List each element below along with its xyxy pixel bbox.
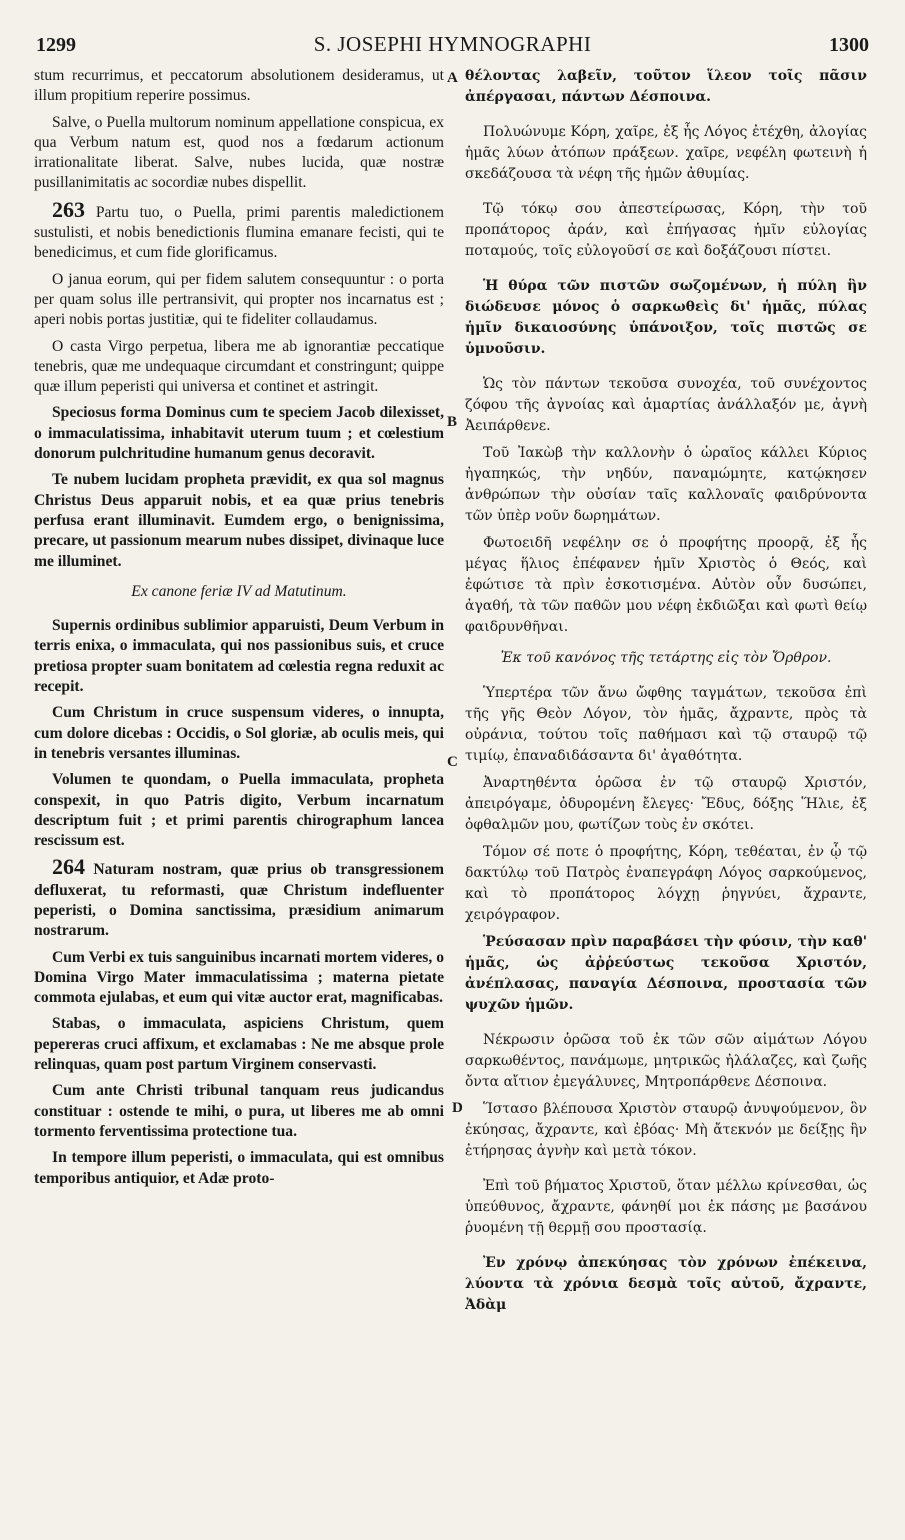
- greek-column: [465, 66, 867, 1530]
- latin-paragraph: Speciosus forma Dominus cum te speciem Jacob dilexisset, o immaculatissima, inhabitavit uterum tuum ; et cœlestium donorum pulchritudine humanum genus decoravit.: [34, 404, 444, 463]
- greek-paragraph: Τοῦ Ἰακὼβ τὴν καλλονὴν ὁ ὡραῖος κάλλει Κύριος ἠγαπηκώς, τὴν νηδύν, παναμώμητε, κατῴκησεν ἀνθρώπων τὴν οὐσίαν ταῖς καλλοναῖς φαιδρύνοντα τῶν ὑπὲρ νοῦν δωρημάτων.: [465, 445, 867, 524]
- latin-paragraph: In tempore illum peperisti, o immaculata, qui est omnibus temporibus antiquior, et Adæ proto-: [34, 1149, 444, 1187]
- section-number: 263: [52, 196, 85, 222]
- greek-paragraph: Ἡ θύρα τῶν πιστῶν σωζομένων, ἡ πύλη ἣν διώδευσε μόνος ὁ σαρκωθεὶς δι' ἡμᾶς, πύλας ἡμῖν δικαιοσύνης ὑπάνοιξον, τοῖς πιστῶς σε ὑμνοῦσιν.: [465, 278, 867, 357]
- latin-column: [34, 66, 444, 1530]
- margin-marker-a: A: [447, 70, 458, 86]
- greek-paragraph: Ὑπερτέρα τῶν ἄνω ὤφθης ταγμάτων, τεκοῦσα ἐπὶ τῆς γῆς Θεὸν Λόγον, τὸν ἡμᾶς, ἄχραντε, πρὸς τὰ οὐράνια, τούτου τοῖς παθήμασι καὶ τῷ σταυρῷ τῷ τιμίῳ, ἐπαναδιδάσαντα δι' ἀγαθότητα.: [465, 685, 867, 764]
- latin-paragraph: 264 Naturam nostram, quæ prius ob transgressionem defluxerat, tu reformasti, quæ Christum indefluenter peperisti, o Domina sanctissima, præsidium animarum nostrarum.: [34, 854, 444, 940]
- section-number: 264: [52, 854, 85, 880]
- margin-marker-d: D: [452, 1100, 463, 1116]
- section-heading: Ἐκ τοῦ κανόνος τῆς τετάρτης εἰς τὸν Ὄρθρον.: [500, 650, 832, 666]
- greek-paragraph: Πολυώνυμε Κόρη, χαῖρε, ἐξ ἧς Λόγος ἐτέχθη, ἀλογίας ἡμᾶς λύων ἀτόπων πράξεων. χαῖρε, νεφέλη φωτεινὴ ἡ σκεδάζουσα τὰ νέφη τῆς ἡμῶν ἀθυμίας.: [465, 124, 867, 182]
- margin-marker-c: C: [447, 754, 458, 770]
- section-heading: Ex canone feriæ IV ad Matutinum.: [131, 582, 347, 600]
- margin-marker-b: B: [447, 414, 458, 430]
- latin-paragraph: Cum Christum in cruce suspensum videres, o innupta, cum dolore dicebas : Occidis, o Sol gloriæ, ab oculis meis, qui in tenebris versantes illuminas.: [34, 704, 444, 762]
- greek-paragraph: Τῷ τόκῳ σου ἀπεστείρωσας, Κόρη, τὴν τοῦ προπάτορος ἀράν, καὶ ἐπήγασας ἡμῖν εὐλογίας ποταμούς, τοῖς εὐλογοῦσί σε καὶ δοξάζουσι πίστει.: [465, 201, 867, 259]
- greek-paragraph: θέλοντας λαβεῖν, τοῦτον ἵλεον τοῖς πᾶσιν ἀπέργασαι, πάντων Δέσποινα.: [465, 68, 867, 105]
- latin-paragraph: Salve, o Puella multorum nominum appellatione conspicua, ex qua Verbum natum est, quod nos a fœdarum actionum irrationalitate liberat. Salve, nubes lucida, quæ nostræ pusillanimitatis ac socordiæ nubes dispellit.: [34, 113, 444, 192]
- latin-paragraph: Supernis ordinibus sublimior apparuisti, Deum Verbum in terris enixa, o immaculata, qui nos passionibus suis, et cruce pretiosa propter suam bonitatem ad cœlestia regna reduxit ac recepit.: [34, 617, 444, 696]
- page-header: [36, 32, 869, 58]
- latin-paragraph: Stabas, o immaculata, aspiciens Christum, quem pepereras cruci affixum, et exclamabas : Ne me absque prole relinquas, quam post partum Virginem conservasti.: [34, 1015, 444, 1074]
- latin-paragraph: Cum Verbi ex tuis sanguinibus incarnati mortem videres, o Domina Virgo Mater immaculatissima ; materna pietate commota ejulabas, et eum qui vitæ auctor erat, magnificabas.: [34, 948, 444, 1007]
- latin-paragraph: 263 Partu tuo, o Puella, primi parentis maledictionem sustulisti, et nobis benedictionis flumina emanare fecisti, qui te benedicimus, et cum fide glorificamus.: [34, 196, 444, 262]
- greek-paragraph: Ῥεύσασαν πρὶν παραβάσει τὴν φύσιν, τὴν καθ' ἡμᾶς, ὡς ἀῤῥεύστως τεκοῦσα Χριστόν, ἀνέπλασας, παναγία Δέσποινα, προστασία τῶν ψυχῶν ἡμῶν.: [465, 934, 867, 1013]
- greek-paragraph: Ἵστασο βλέπουσα Χριστὸν σταυρῷ ἀνυψούμενον, ὃν ἐκύησας, ἄχραντε, καὶ ἐβόας· Μὴ ἄτεκνόν με δείξῃς ἣν ἐτήρησας ἁγνὴν καὶ μετὰ τόκον.: [465, 1101, 867, 1159]
- greek-paragraph: Φωτοειδῆ νεφέλην σε ὁ προφήτης προορᾷ, ἐξ ἧς μέγας ἥλιος ἐπέφανεν ἡμῖν Χριστὸς ὁ Θεός, καὶ ἐφώτισε τὰ πρὶν ἐσκοτισμένα. Αὐτὸν οὖν δυσώπει, ἀγαθή, τὰ τῶν παθῶν μου νέφη ἐκδιῶξαι καὶ φωτὶ θείῳ φαιδρυνθῆναι.: [465, 535, 867, 635]
- greek-paragraph: Ἐν χρόνῳ ἀπεκύησας τὸν χρόνων ἐπέκεινα, λύοντα τὰ χρόνια δεσμὰ τοῖς αὐτοῦ, ἄχραντε, Ἀδὰμ: [465, 1255, 867, 1313]
- greek-paragraph: Ὡς τὸν πάντων τεκοῦσα συνοχέα, τοῦ συνέχοντος ζόφου τῆς ἀγνοίας καὶ ἁμαρτίας ἀνάλλαξόν με, ἁγνὴ Ἀειπάρθενε.: [465, 376, 867, 434]
- latin-paragraph: Volumen te quondam, o Puella immaculata, propheta conspexit, in quo Patris digito, Verbum incarnatum descriptum fuit ; et primi parentis chirographum lancea rescissum est.: [34, 771, 444, 850]
- latin-paragraph: stum recurrimus, et peccatorum absolutionem desideramus, ut illum propitium reperire possimus.: [34, 67, 444, 105]
- latin-paragraph: O janua eorum, qui per fidem salutem consequuntur : o porta per quam solus ille pertransivit, qui propter nos incarnatus est ; aperi nobis portas justitiæ, qui te fideliter collaudamus.: [34, 270, 444, 329]
- page-number-right: 1300: [829, 34, 869, 56]
- greek-paragraph: Νέκρωσιν ὁρῶσα τοῦ ἐκ τῶν σῶν αἱμάτων Λόγου σαρκωθέντος, πανάμωμε, μητρικῶς ἠλάλαζες, καὶ ζωῆς ὄντα αἴτιον ἐμεγάλυνες, Μητροπάρθενε Δέσποινα.: [465, 1032, 867, 1090]
- greek-paragraph: Τόμον σέ ποτε ὁ προφήτης, Κόρη, τεθέαται, ἐν ᾧ τῷ δακτύλῳ τοῦ Πατρὸς ἐναπεγράφη Λόγος σαρκούμενος, καὶ τὸ προπάτορος λόγχῃ ῥηγνύει, ἄχραντε, χειρόγραφον.: [465, 844, 867, 923]
- latin-paragraph: Cum ante Christi tribunal tanquam reus judicandus constituar : ostende te mihi, o pura, ut liberes me ab omni tormento ferventissima protectione tua.: [34, 1082, 444, 1140]
- latin-paragraph: O casta Virgo perpetua, libera me ab ignorantiæ peccatique tenebris, quæ me undequaque circumdant et constringunt; quippe quæ illum peperisti qui universa et continet et astringit.: [34, 337, 444, 396]
- greek-paragraph: Ἐπὶ τοῦ βήματος Χριστοῦ, ὅταν μέλλω κρίνεσθαι, ὡς ὑπεύθυνος, ἄχραντε, φάνηθί μοι ἐκ πάσης με βασάνου ῥυομένη τῇ θερμῇ σου προστασίᾳ.: [465, 1178, 867, 1236]
- page-number-left: 1299: [36, 34, 76, 56]
- greek-paragraph: Ἀναρτηθέντα ὁρῶσα ἐν τῷ σταυρῷ Χριστόν, ἀπειρόγαμε, ὀδυρομένη ἔλεγες· Ἔδυς, δόξης Ἥλιε, ἐξ ὀφθαλμῶν μου, φωτίζων τοὺς ἐν σκότει.: [465, 775, 867, 833]
- running-title: S. JOSEPHI HYMNOGRAPHI: [313, 32, 592, 56]
- latin-paragraph: Te nubem lucidam propheta prævidit, ex qua sol magnus Christus Deus apparuit nobis, et ea quæ prius tenebris perfusa erant illuminavit. Eumdem ergo, o benignissima, precare, ut passionum mearum nubes dissipet, divinaque luce me illuminet.: [34, 471, 444, 570]
